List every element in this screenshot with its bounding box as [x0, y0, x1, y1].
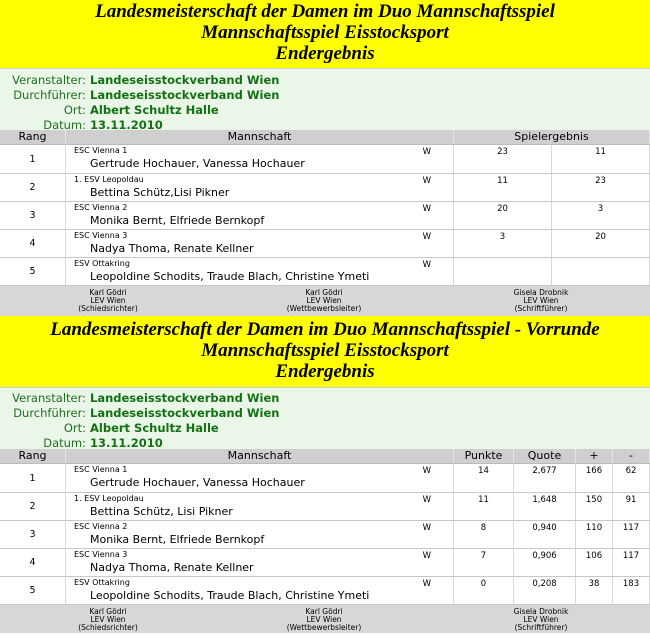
official-competition-lead: [216, 608, 432, 633]
rank: 5: [0, 258, 66, 285]
club-name: ESC Vienna 3: [74, 550, 128, 559]
table-row: [0, 258, 650, 286]
team-cell: [66, 258, 454, 285]
rank: 1: [0, 145, 66, 173]
info-label: Durchführer:: [13, 406, 86, 420]
official-role: (Schiedsrichter): [78, 623, 138, 632]
official-name: Karl Gödri: [89, 288, 127, 297]
results-section-preliminary: [0, 316, 650, 633]
team-cell: [66, 145, 454, 173]
official-name: Karl Gödri: [89, 607, 127, 616]
rank: 5: [0, 577, 66, 604]
header-minus: -: [613, 449, 650, 463]
official-org: LEV Wien: [523, 615, 559, 624]
player-names: Gertrude Hochauer, Vanessa Hochauer: [90, 476, 305, 489]
score-2: 11: [552, 145, 650, 173]
info-value: Albert Schultz Halle: [90, 103, 219, 117]
header-rang: Rang: [0, 130, 66, 144]
officials-footer: [0, 605, 650, 633]
minus: 183: [613, 577, 650, 604]
score-2: 23: [552, 174, 650, 201]
official-org: LEV Wien: [306, 615, 342, 624]
punkte: 7: [454, 549, 514, 576]
table-row: [0, 464, 650, 493]
team-cell: [66, 549, 454, 576]
minus: 91: [613, 493, 650, 520]
plus: 38: [576, 577, 613, 604]
w-marker: W: [422, 551, 431, 561]
score-1: 23: [454, 145, 552, 173]
official-referee: [0, 608, 216, 633]
score-2: 3: [552, 202, 650, 229]
info-label: Durchführer:: [13, 88, 86, 102]
club-name: ESV Ottakring: [74, 259, 130, 268]
official-name: Gisela Drobnik: [513, 607, 569, 616]
rank: 2: [0, 174, 66, 201]
plus: 166: [576, 464, 613, 492]
rank: 1: [0, 464, 66, 492]
score-1: 3: [454, 230, 552, 257]
team-cell: [66, 174, 454, 201]
quote: 2,677: [514, 464, 576, 492]
info-value: Landeseisstockverband Wien: [90, 73, 280, 87]
table-row: [0, 174, 650, 202]
info-value: Albert Schultz Halle: [90, 421, 219, 435]
header-mannschaft: Mannschaft: [66, 449, 454, 463]
team-cell: [66, 521, 454, 548]
w-marker: W: [422, 466, 431, 476]
info-value: Landeseisstockverband Wien: [90, 88, 280, 102]
info-value: 13.11.2010: [90, 118, 163, 132]
player-names: Bettina Schütz, Lisi Pikner: [90, 505, 233, 518]
club-name: ESC Vienna 2: [74, 522, 128, 531]
w-marker: W: [422, 204, 431, 214]
info-label: Ort:: [63, 421, 86, 435]
official-org: LEV Wien: [90, 615, 126, 624]
section-title: [0, 316, 650, 387]
w-marker: W: [422, 579, 431, 589]
player-names: Nadya Thoma, Renate Kellner: [90, 242, 254, 255]
official-role: (Schiedsrichter): [78, 304, 138, 313]
club-name: 1. ESV Leopoldau: [74, 494, 144, 503]
club-name: ESC Vienna 1: [74, 465, 128, 474]
team-cell: [66, 464, 454, 492]
official-competition-lead: [216, 289, 432, 316]
punkte: 8: [454, 521, 514, 548]
score-1: 20: [454, 202, 552, 229]
official-secretary: [432, 289, 650, 316]
w-marker: W: [422, 495, 431, 505]
minus: 117: [613, 521, 650, 548]
title-line: Endergebnis: [275, 43, 375, 64]
player-names: Monika Bernt, Elfriede Bernkopf: [90, 214, 265, 227]
title-line: Landesmeisterschaft der Damen im Duo Mannschaftsspiel: [95, 1, 555, 22]
quote: 0,906: [514, 549, 576, 576]
info-label: Datum:: [43, 436, 86, 450]
section-title: [0, 0, 650, 68]
table-header: [0, 449, 650, 464]
title-line: Mannschaftsspiel Eisstocksport: [201, 340, 449, 361]
official-role: (Schriftführer): [514, 304, 568, 313]
table-row: [0, 577, 650, 605]
official-name: Karl Gödri: [305, 607, 343, 616]
minus: 62: [613, 464, 650, 492]
club-name: ESV Ottakring: [74, 578, 130, 587]
info-label: Datum:: [43, 118, 86, 132]
quote: 0,208: [514, 577, 576, 604]
table-row: [0, 145, 650, 174]
official-org: LEV Wien: [523, 296, 559, 305]
w-marker: W: [422, 232, 431, 242]
score-1: 11: [454, 174, 552, 201]
event-info: [0, 68, 650, 130]
official-role: (Wettbewerbsleiter): [286, 623, 362, 632]
player-names: Gertrude Hochauer, Vanessa Hochauer: [90, 157, 305, 170]
table-row: [0, 521, 650, 549]
w-marker: W: [422, 176, 431, 186]
official-org: LEV Wien: [90, 296, 126, 305]
w-marker: W: [422, 260, 431, 270]
plus: 110: [576, 521, 613, 548]
rank: 2: [0, 493, 66, 520]
punkte: 0: [454, 577, 514, 604]
header-quote: Quote: [514, 449, 576, 463]
w-marker: W: [422, 523, 431, 533]
rank: 3: [0, 521, 66, 548]
info-label: Ort:: [63, 103, 86, 117]
player-names: Leopoldine Schodits, Traude Blach, Christine Ymeti: [90, 589, 370, 602]
w-marker: W: [422, 147, 431, 157]
player-names: Bettina Schütz,Lisi Pikner: [90, 186, 230, 199]
official-role: (Schriftführer): [514, 623, 568, 632]
official-org: LEV Wien: [306, 296, 342, 305]
plus: 150: [576, 493, 613, 520]
info-label: Veranstalter:: [12, 391, 86, 405]
title-line: Mannschaftsspiel Eisstocksport: [201, 22, 449, 43]
header-plus: +: [576, 449, 613, 463]
plus: 106: [576, 549, 613, 576]
table-row: [0, 202, 650, 230]
minus: 117: [613, 549, 650, 576]
table-header: [0, 130, 650, 145]
header-spielergebnis: Spielergebnis: [454, 130, 650, 144]
punkte: 11: [454, 493, 514, 520]
club-name: ESC Vienna 2: [74, 203, 128, 212]
score-2: 20: [552, 230, 650, 257]
official-role: (Wettbewerbsleiter): [286, 304, 362, 313]
rank: 3: [0, 202, 66, 229]
title-line: Landesmeisterschaft der Damen im Duo Mannschaftsspiel - Vorrunde: [50, 319, 600, 340]
player-names: Leopoldine Schodits, Traude Blach, Christine Ymeti: [90, 270, 370, 283]
info-value: Landeseisstockverband Wien: [90, 391, 280, 405]
event-info: [0, 387, 650, 449]
info-label: Veranstalter:: [12, 73, 86, 87]
rank: 4: [0, 230, 66, 257]
rank: 4: [0, 549, 66, 576]
info-value: 13.11.2010: [90, 436, 163, 450]
club-name: ESC Vienna 3: [74, 231, 128, 240]
official-name: Gisela Drobnik: [513, 288, 569, 297]
club-name: 1. ESV Leopoldau: [74, 175, 144, 184]
header-rang: Rang: [0, 449, 66, 463]
table-row: [0, 549, 650, 577]
score-2: [552, 258, 650, 285]
player-names: Nadya Thoma, Renate Kellner: [90, 561, 254, 574]
header-mannschaft: Mannschaft: [66, 130, 454, 144]
table-row: [0, 230, 650, 258]
player-names: Monika Bernt, Elfriede Bernkopf: [90, 533, 265, 546]
table-row: [0, 493, 650, 521]
official-secretary: [432, 608, 650, 633]
info-value: Landeseisstockverband Wien: [90, 406, 280, 420]
team-cell: [66, 577, 454, 604]
official-name: Karl Gödri: [305, 288, 343, 297]
club-name: ESC Vienna 1: [74, 146, 128, 155]
officials-footer: [0, 286, 650, 316]
score-1: [454, 258, 552, 285]
punkte: 14: [454, 464, 514, 492]
official-referee: [0, 289, 216, 316]
team-cell: [66, 493, 454, 520]
results-section-final: [0, 0, 650, 316]
team-cell: [66, 202, 454, 229]
title-line: Endergebnis: [275, 361, 375, 382]
quote: 1,648: [514, 493, 576, 520]
team-cell: [66, 230, 454, 257]
header-punkte: Punkte: [454, 449, 514, 463]
quote: 0,940: [514, 521, 576, 548]
